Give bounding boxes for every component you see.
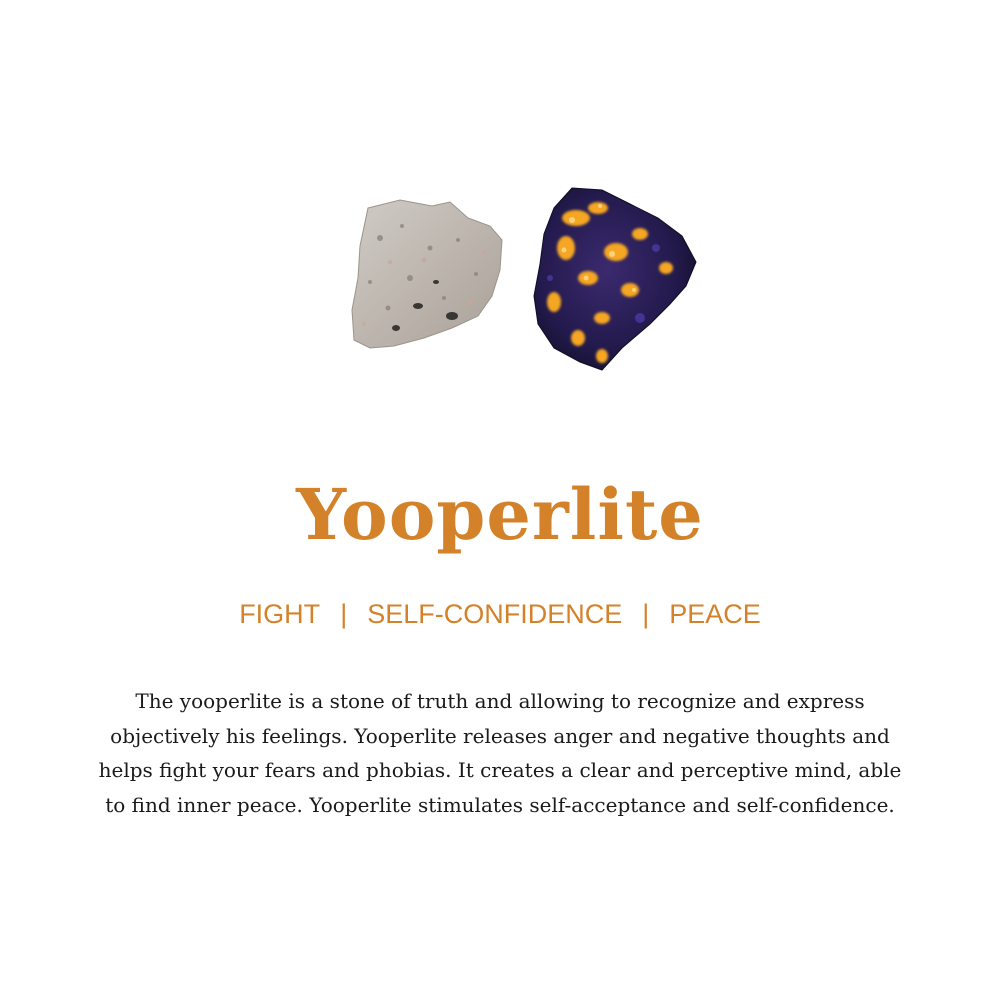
tagline-item-fight: FIGHT	[239, 599, 321, 629]
tagline	[0, 594, 1000, 634]
tagline-separator: |	[642, 599, 650, 629]
stone-uv-image	[534, 188, 696, 370]
description-paragraph: The yooperlite is a stone of truth and allowing to recognize and express objectively his feelings. Yooperlite releases anger and negative thoughts and helps fight your fears and phobias. It creates a clear and perceptive mind, able to find inner peace. Yooperlite stimulates self-acceptance and self-confidence.	[98, 689, 902, 817]
tagline-separator: |	[340, 599, 348, 629]
tagline-item-peace: PEACE	[669, 599, 761, 629]
stone-daylight-image	[352, 200, 502, 348]
stones-illustration	[340, 178, 710, 378]
page-title: Yooperlite	[296, 473, 704, 556]
tagline-item-self-confidence: SELF-CONFIDENCE	[367, 599, 623, 629]
